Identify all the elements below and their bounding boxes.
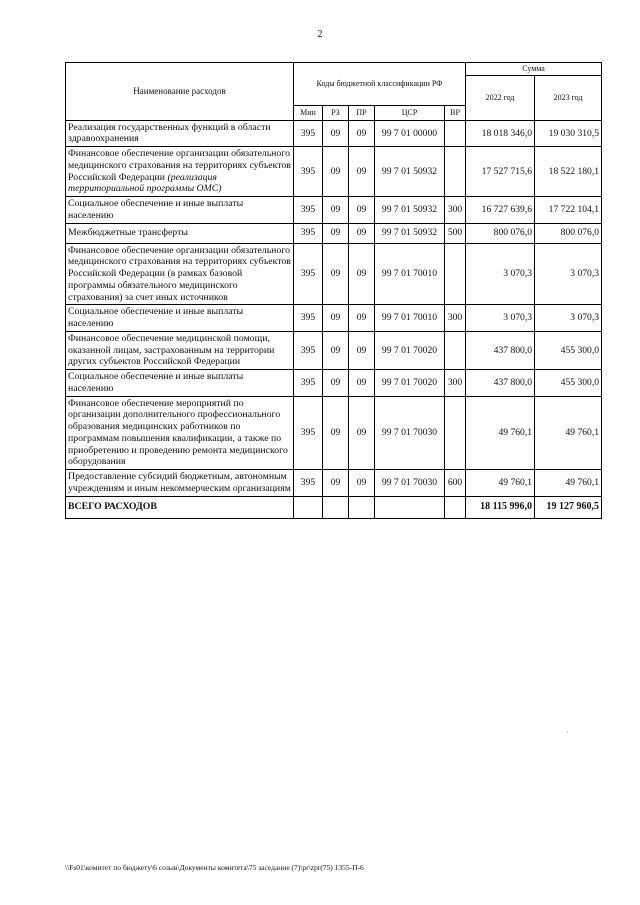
header-name: Наименование расходов [66,63,294,121]
row-2023: 455 300,0 [535,370,602,397]
row-2022: 49 760,1 [466,470,535,497]
total-empty-vr [445,496,466,518]
row-vr: 300 [445,370,466,397]
row-vr [445,396,466,470]
row-name: Финансовое обеспечение медицинской помощи, оказанной лицам, застрахованным на территории других субъектов Российской Федерации [66,331,294,369]
row-pr: 09 [349,370,375,397]
table-row [66,370,602,397]
row-name: Реализация государственных функций в области здравоохранения [66,120,294,147]
row-name: Социальное обеспечение и иные выплаты населению [66,305,294,332]
row-pr: 09 [349,243,375,305]
row-2022: 437 800,0 [466,370,535,397]
expenses-table [65,62,602,519]
total-empty-pr [349,496,375,518]
row-2022: 49 760,1 [466,396,535,470]
row-min: 395 [294,243,323,305]
row-min: 395 [294,120,323,147]
total-empty-csr [375,496,445,518]
header-min: Мин [294,105,323,120]
row-2022: 437 800,0 [466,331,535,369]
row-rz: 09 [323,370,349,397]
row-pr: 09 [349,396,375,470]
header-sum: Сумма [466,63,602,76]
row-2023: 455 300,0 [535,331,602,369]
total-empty-rz [323,496,349,518]
row-2022: 17 527 715,6 [466,147,535,197]
row-min: 395 [294,331,323,369]
total-row [66,496,602,518]
row-2023: 3 070,3 [535,243,602,305]
row-min: 395 [294,223,323,243]
row-vr [445,147,466,197]
row-min: 395 [294,305,323,332]
row-csr: 99 7 01 70020 [375,331,445,369]
row-name: Финансовое обеспечение организации обязательного медицинского страхования на территориях субъектов Российской Федерации [68,148,291,183]
total-label: ВСЕГО РАСХОДОВ [66,496,294,518]
row-2023: 49 760,1 [535,470,602,497]
row-pr: 09 [349,223,375,243]
row-vr: 600 [445,470,466,497]
row-2022: 800 076,0 [466,223,535,243]
total-empty-min [294,496,323,518]
row-name: Финансовое обеспечение организации обязательного медицинского страхования на территориях субъектов Российской Федерации (в рамках базовой программы обязательного медицинского страхования) за счет иных источников [66,243,294,305]
row-name: Межбюджетные трансферты [66,223,294,243]
row-2022: 3 070,3 [466,243,535,305]
row-vr [445,243,466,305]
header-pr: ПР [349,105,375,120]
footer-file-path: \\Fs01\комитет по бюджету\6 созыв\Документы комитета\75 заседание (7)\pr\zpr(75) 1355-П-6 [65,863,364,872]
row-min: 395 [294,470,323,497]
table-row [66,147,602,197]
row-2022: 18 018 346,0 [466,120,535,147]
row-2023: 17 722 104,1 [535,197,602,224]
row-pr: 09 [349,305,375,332]
row-rz: 09 [323,243,349,305]
row-csr: 99 7 01 70010 [375,243,445,305]
row-name-cell [66,147,294,197]
row-csr: 99 7 01 50932 [375,223,445,243]
row-2022: 3 070,3 [466,305,535,332]
row-csr: 99 7 01 70030 [375,396,445,470]
row-csr: 99 7 01 70010 [375,305,445,332]
row-min: 395 [294,147,323,197]
header-csr: ЦСР [375,105,445,120]
row-rz: 09 [323,470,349,497]
header-codes: Коды бюджетной классификации РФ [294,63,466,106]
table-row [66,223,602,243]
row-min: 395 [294,197,323,224]
row-2023: 18 522 180,1 [535,147,602,197]
total-2023: 19 127 960,5 [535,496,602,518]
row-rz: 09 [323,147,349,197]
row-pr: 09 [349,331,375,369]
row-rz: 09 [323,305,349,332]
row-csr: 99 7 01 00000 [375,120,445,147]
row-name: Предоставление субсидий бюджетным, автономным учреждениям и иным некоммерческим организациям [66,470,294,497]
row-rz: 09 [323,331,349,369]
header-2022: 2022 год [466,75,535,120]
row-rz: 09 [323,197,349,224]
total-2022: 18 115 996,0 [466,496,535,518]
row-name: Социальное обеспечение и иные выплаты населению [66,197,294,224]
row-rz: 09 [323,396,349,470]
table-row [66,305,602,332]
row-rz: 09 [323,223,349,243]
header-vr: ВР [445,105,466,120]
row-min: 395 [294,396,323,470]
row-2023: 800 076,0 [535,223,602,243]
row-pr: 09 [349,147,375,197]
row-csr: 99 7 01 50932 [375,147,445,197]
row-csr: 99 7 01 50932 [375,197,445,224]
table-row [66,470,602,497]
table-row [66,243,602,305]
row-csr: 99 7 01 70030 [375,470,445,497]
row-min: 395 [294,370,323,397]
row-name: Финансовое обеспечение мероприятий по организации дополнительного профессионального образования медицинских работников по программам повышения квалификации, а также по приобретению и проведению ремонта медицинского оборудования [66,396,294,470]
row-pr: 09 [349,470,375,497]
table-row [66,396,602,470]
row-note: (реализация территориальной программы ОМС) [68,171,222,195]
row-2023: 3 070,3 [535,305,602,332]
row-vr: 500 [445,223,466,243]
row-2022: 16 727 639,6 [466,197,535,224]
table-row [66,197,602,224]
row-pr: 09 [349,197,375,224]
row-vr [445,120,466,147]
row-2023: 19 030 310,5 [535,120,602,147]
page-number: 2 [317,29,323,40]
header-rz: РЗ [323,105,349,120]
scan-mark: · [566,728,569,737]
header-2023: 2023 год [535,75,602,120]
table-row [66,120,602,147]
row-rz: 09 [323,120,349,147]
row-vr: 300 [445,197,466,224]
row-2023: 49 760,1 [535,396,602,470]
row-vr: 300 [445,305,466,332]
row-name: Социальное обеспечение и иные выплаты населению [66,370,294,397]
row-vr [445,331,466,369]
table-row [66,331,602,369]
row-csr: 99 7 01 70020 [375,370,445,397]
row-pr: 09 [349,120,375,147]
